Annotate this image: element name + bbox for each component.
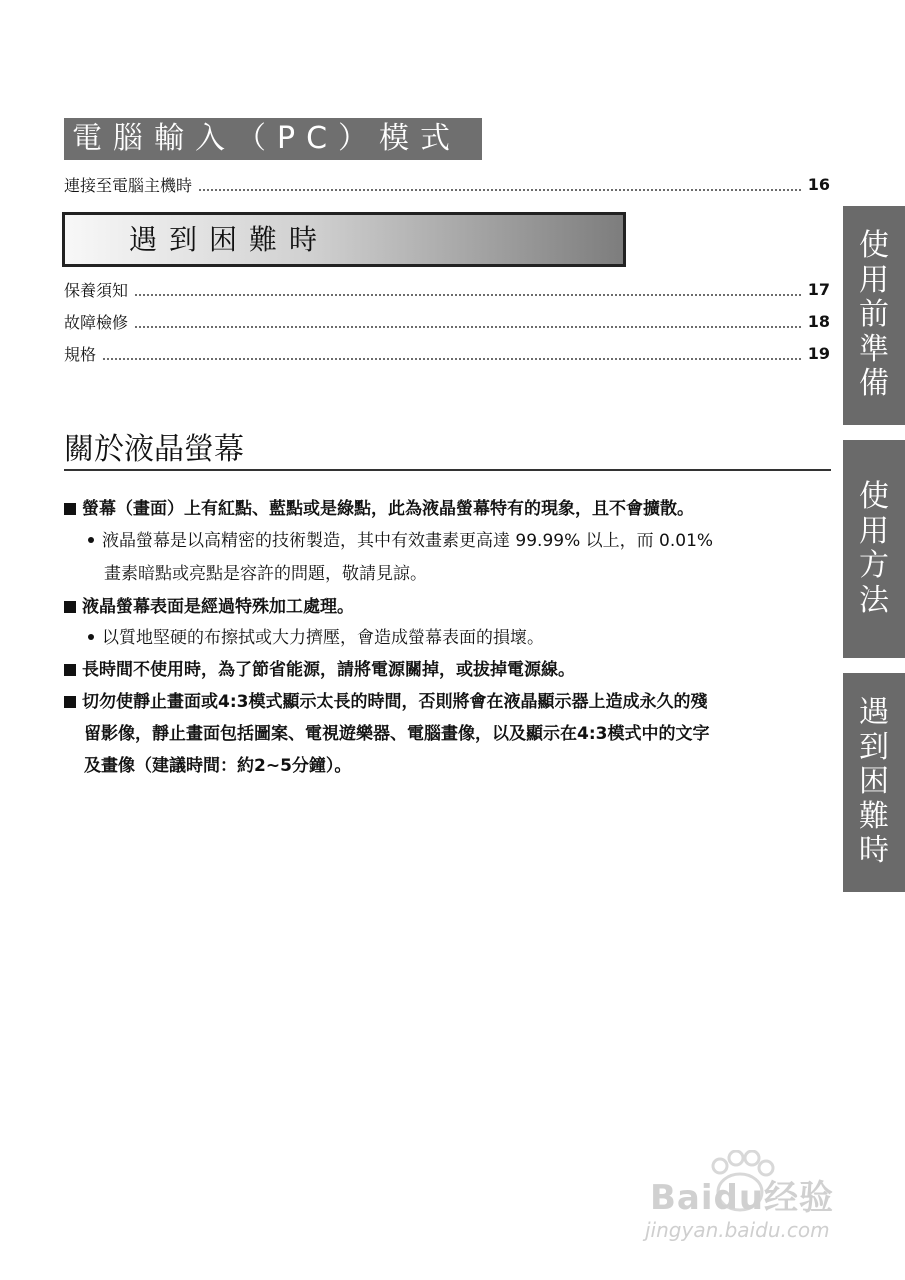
side-tab-preparation[interactable]: [843, 206, 905, 425]
toc-label: 規格: [64, 344, 97, 364]
bullet-text: 螢幕（畫面）上有紅點、藍點或是綠點，此為液晶螢幕特有的現象，且不會擴散。: [82, 499, 694, 519]
toc-label: 連接至電腦主機時: [64, 175, 193, 195]
toc-leader-dots: [134, 276, 802, 302]
bullet-text: 切勿使靜止畫面或4:3模式顯示太長的時間，否則將會在液晶顯示器上造成永久的殘: [82, 692, 708, 712]
bullet-text: 液晶螢幕表面是經過特殊加工處理。: [82, 597, 354, 617]
toc-page-number: 18: [807, 311, 830, 331]
lcd-section-title: 關於液晶螢幕: [64, 432, 244, 467]
toc-leader-dots: [198, 171, 802, 197]
section-heading-pc-mode: 電腦輸入（PC）模式: [64, 118, 482, 160]
bullet-item: [64, 494, 694, 519]
toc-entry-troubleshooting[interactable]: [64, 308, 830, 334]
toc-page-number: 17: [807, 279, 830, 299]
square-bullet-icon: [64, 503, 76, 515]
sub-bullet-text: 液晶螢幕是以高精密的技術製造，其中有效畫素更高達 99.99% 以上，而 0.01%: [102, 531, 714, 551]
bullet-item: [64, 592, 354, 617]
square-bullet-icon: [64, 601, 76, 613]
bullet-text: 長時間不使用時，為了節省能源，請將電源關掉，或拔掉電源線。: [82, 660, 575, 680]
round-bullet-icon: [88, 537, 94, 543]
toc-entry-pc-connect[interactable]: [64, 171, 830, 197]
square-bullet-icon: [64, 696, 76, 708]
toc-label: 故障檢修: [64, 312, 129, 332]
title-divider: [64, 469, 831, 471]
bullet-continuation: 及畫像（建議時間：約2~5分鐘）。: [84, 756, 352, 776]
sub-bullet-continuation: 畫素暗點或亮點是容許的問題，敬請見諒。: [104, 564, 427, 584]
sub-bullet-text: 以質地堅硬的布擦拭或大力擠壓，會造成螢幕表面的損壞。: [102, 628, 544, 648]
watermark-url: jingyan.baidu.com: [645, 1218, 830, 1242]
side-tab-troubleshooting[interactable]: [843, 673, 905, 892]
toc-page-number: 16: [807, 174, 830, 194]
bullet-continuation: 留影像，靜止畫面包括圖案、電視遊樂器、電腦畫像，以及顯示在4:3模式中的文字: [84, 724, 710, 744]
sub-bullet-item: [88, 623, 544, 648]
toc-entry-specs[interactable]: [64, 340, 830, 366]
toc-page-number: 19: [807, 343, 830, 363]
section-heading-troubleshooting: 遇到困難時: [62, 212, 626, 267]
side-tab-label: 遇 到 困 難 時: [859, 695, 889, 869]
watermark-brand: Baidu经验: [650, 1178, 835, 1218]
toc-leader-dots: [102, 340, 802, 366]
toc-entry-care[interactable]: [64, 276, 830, 302]
toc-label: 保養須知: [64, 280, 129, 300]
sub-bullet-item: [88, 526, 713, 551]
toc-leader-dots: [134, 308, 802, 334]
round-bullet-icon: [88, 634, 94, 640]
side-tab-usage[interactable]: [843, 440, 905, 658]
side-tab-label: 使 用 方 法: [859, 479, 889, 618]
bullet-item: [64, 655, 575, 680]
side-tab-label: 使 用 前 準 備: [859, 228, 889, 402]
square-bullet-icon: [64, 664, 76, 676]
bullet-item: [64, 687, 707, 712]
